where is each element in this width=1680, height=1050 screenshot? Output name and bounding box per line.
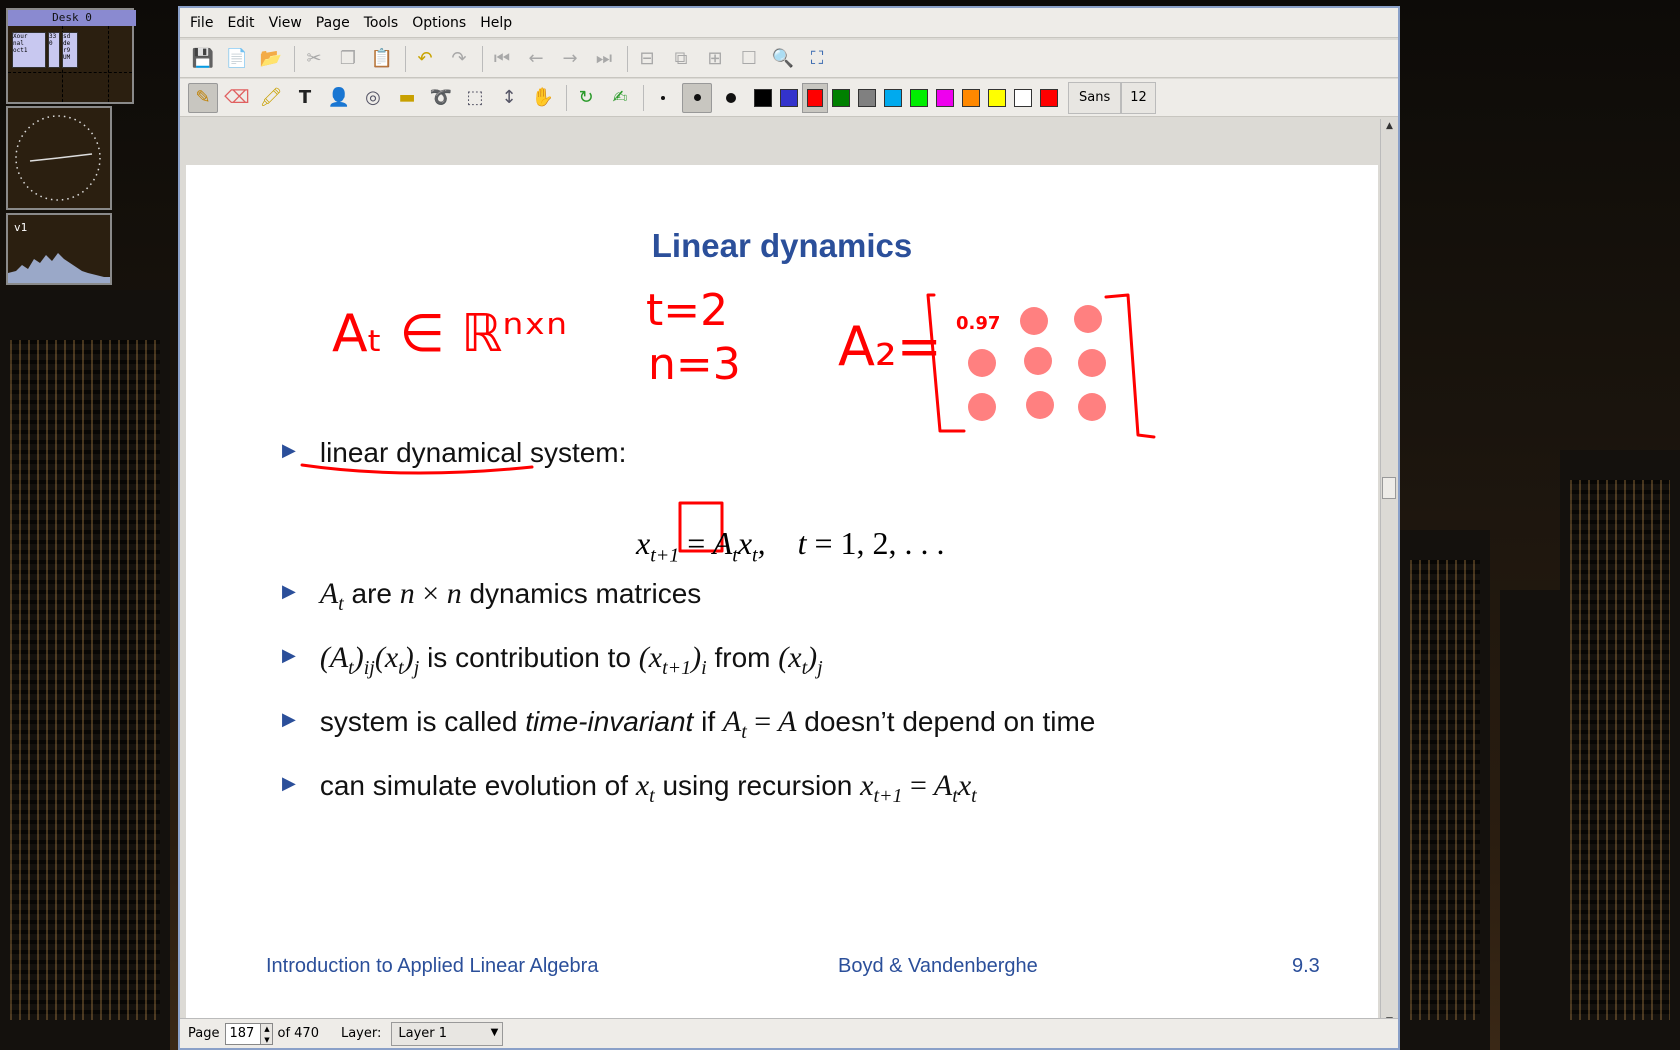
matrix-entry-dot (1078, 349, 1106, 377)
thickness-medium-button[interactable] (682, 83, 712, 113)
zoom-out-icon[interactable]: ⊟ (639, 48, 655, 69)
xournal-window[interactable] (178, 6, 1400, 1050)
menu-bar (180, 8, 1398, 38)
swatch (780, 89, 798, 107)
color-gray[interactable] (854, 83, 880, 113)
prev-page-icon[interactable]: ← (528, 48, 544, 69)
new-page-icon[interactable]: 📄 (225, 48, 249, 69)
bullet-text: doesn’t depend on time (796, 706, 1096, 737)
default-tool-icon[interactable]: ↻ (578, 87, 594, 108)
footer-center: Boyd & Vandenberghe (838, 955, 1038, 977)
bullet-2 (282, 577, 701, 616)
clock-face-icon (8, 108, 110, 208)
menu-tools[interactable]: Tools (363, 14, 399, 31)
building-lights (1570, 480, 1670, 1020)
swatch (962, 89, 980, 107)
status-bar (180, 1018, 1398, 1048)
highlighter-icon[interactable]: 🖍 (259, 87, 283, 108)
main-toolbar (180, 40, 1398, 78)
swatch (1014, 89, 1032, 107)
next-page-icon[interactable]: → (562, 48, 578, 69)
current-color-button[interactable] (1036, 83, 1062, 113)
bullet-arrow-icon: ▶ (282, 645, 296, 666)
pager-window[interactable]: 33 0 (48, 32, 60, 68)
swatch (858, 89, 876, 107)
swatch (832, 89, 850, 107)
page-number-input[interactable] (225, 1023, 261, 1045)
canvas-area[interactable] (180, 119, 1382, 1028)
slide-title: Linear dynamics (651, 227, 913, 264)
default-pen-icon[interactable]: ✍ (612, 87, 628, 108)
math-term: $x_{t+1} = A_tx_t$ (860, 769, 977, 807)
bullet-text: from (706, 642, 779, 673)
eraser-icon[interactable]: ⌫ (224, 87, 250, 108)
matrix-entry-dot (1026, 391, 1054, 419)
color-light-green[interactable] (906, 83, 932, 113)
cpu-monitor-label: v1 (14, 221, 28, 234)
cpu-monitor-widget (6, 213, 112, 285)
font-name-button[interactable]: Sans (1068, 82, 1121, 114)
find-icon[interactable]: 🔍 (771, 48, 795, 69)
undo-icon[interactable]: ↶ (417, 48, 433, 69)
menu-view[interactable]: View (268, 14, 302, 31)
swatch (910, 89, 928, 107)
matrix-entry-dot (1020, 307, 1048, 335)
page-count: of 470 (277, 1026, 319, 1041)
bullet-arrow-icon: ▶ (282, 709, 296, 730)
color-magenta[interactable] (932, 83, 958, 113)
image-icon[interactable]: 👤 (327, 87, 351, 108)
menu-page[interactable]: Page (315, 14, 350, 31)
slide-page[interactable] (186, 165, 1378, 1028)
select-rect-icon[interactable]: ⬚ (466, 87, 484, 108)
zoom-in-icon[interactable]: ⊞ (707, 48, 723, 69)
equation-recursion: $x_{t+1} = A_tx_t$, t = 1, 2, . . . (636, 525, 945, 567)
zoom-fit-icon[interactable]: ⧉ (674, 48, 688, 69)
desktop-pager[interactable] (6, 8, 134, 104)
color-yellow[interactable] (984, 83, 1010, 113)
first-page-icon[interactable]: ⏮ (493, 48, 511, 69)
bullet-text: using recursion (654, 770, 861, 801)
scroll-up-icon[interactable]: ▲ (1386, 121, 1393, 131)
matrix-entry-dot (1024, 347, 1052, 375)
math-term: $(A_t)_{ij}(x_t)_j$ (319, 641, 420, 679)
clock-widget (6, 106, 112, 210)
bullet-5 (282, 769, 977, 808)
bullet-text: if (693, 706, 723, 737)
redo-icon[interactable]: ↷ (451, 48, 467, 69)
annotation-t-equals: t=2 (646, 285, 729, 336)
swatch (988, 89, 1006, 107)
matrix-entry-dot (1078, 393, 1106, 421)
bullet-arrow-icon: ▶ (282, 581, 296, 602)
bullet-arrow-icon: ▶ (282, 773, 296, 794)
pen-icon[interactable]: ✎ (188, 83, 218, 113)
fullscreen-icon[interactable]: ⛶ (810, 48, 824, 69)
layer-value: Layer 1 (398, 1026, 448, 1041)
annotation-a2-equals: A₂= (838, 315, 942, 378)
layer-label: Layer: (340, 1026, 382, 1041)
math-term: $(x_{t+1})_i$ (638, 641, 707, 679)
pager-window[interactable]: sd de r9 UM (62, 32, 78, 68)
text-icon[interactable]: T (298, 87, 312, 108)
color-green[interactable] (828, 83, 854, 113)
building (1500, 590, 1560, 1050)
bullet-emphasis: time-invariant (525, 706, 694, 737)
color-orange[interactable] (958, 83, 984, 113)
scroll-thumb[interactable] (1382, 477, 1396, 499)
building-lights (10, 340, 160, 1020)
menu-file[interactable]: File (190, 14, 214, 31)
cpu-graph (8, 215, 110, 283)
save-icon[interactable]: 💾 (191, 48, 215, 69)
building-lights (1410, 560, 1480, 1020)
bullet-4 (282, 705, 1095, 744)
bullet-3 (282, 641, 823, 680)
matrix-entry-dot (968, 349, 996, 377)
pager-title: Desk 0 (8, 10, 136, 26)
layer-select[interactable] (391, 1022, 503, 1046)
matrix-entry-dot (1074, 305, 1102, 333)
pager-grid (8, 26, 132, 102)
hand-icon[interactable]: ✋ (531, 87, 555, 108)
bullet-text: dynamics matrices (461, 578, 702, 609)
color-black[interactable] (750, 83, 776, 113)
math-term: $A_t = A$ (722, 705, 797, 743)
swatch (754, 89, 772, 107)
pager-window[interactable]: Xour nal oct1 (12, 32, 46, 68)
math-term: $x_t$ (635, 769, 655, 807)
swatch (1040, 89, 1058, 107)
annotation-text (332, 285, 1000, 390)
color-light-blue[interactable] (880, 83, 906, 113)
matrix-entry-dot (968, 393, 996, 421)
bullet-arrow-icon: ▶ (282, 440, 296, 461)
copy-icon[interactable]: ❐ (339, 48, 357, 69)
footer-right: 9.3 (1292, 955, 1320, 977)
annotation-at-in-r: Aₜ ∈ ℝⁿˣⁿ (332, 304, 567, 364)
math-at: $A_t$ (319, 577, 344, 615)
color-white[interactable] (1010, 83, 1036, 113)
paste-icon[interactable]: 📋 (370, 48, 394, 69)
menu-options[interactable]: Options (412, 14, 467, 31)
bullet-text: can simulate evolution of (319, 770, 636, 801)
math-nxn: n × n (399, 577, 462, 610)
thickness-fine-button[interactable] (648, 83, 678, 113)
font-size-button[interactable]: 12 (1121, 82, 1156, 114)
annotation-n-equals: n=3 (648, 339, 741, 390)
bullet-text: is contribution to (419, 642, 639, 673)
thickness-thick-button[interactable] (716, 83, 746, 113)
bullet-text: linear dynamical system: (319, 437, 627, 468)
swatch (884, 89, 902, 107)
vertical-scrollbar[interactable] (1380, 119, 1398, 1028)
menu-help[interactable]: Help (480, 14, 513, 31)
color-blue[interactable] (776, 83, 802, 113)
annotation-matrix-entry: 0.97 (956, 313, 1001, 334)
page-label: Page (188, 1026, 220, 1041)
chevron-down-icon: ▼ (490, 1026, 499, 1038)
bullet-text: are (343, 578, 400, 609)
bullet-text: system is called (319, 706, 526, 737)
zoom-100-icon[interactable]: ☐ (740, 48, 758, 69)
open-icon[interactable]: 📂 (259, 48, 283, 69)
swatch (936, 89, 954, 107)
color-red[interactable] (802, 83, 828, 113)
vertical-space-icon[interactable]: ↕ (501, 87, 517, 108)
lasso-icon[interactable]: ➰ (429, 87, 453, 108)
last-page-icon[interactable]: ⏭ (595, 48, 613, 69)
ruler-icon[interactable]: ▬ (398, 87, 416, 108)
math-term: $(x_t)_j$ (778, 641, 823, 679)
page-spinner[interactable]: ▲ ▼ (261, 1023, 273, 1045)
swatch (807, 89, 823, 107)
cut-icon[interactable]: ✂ (306, 48, 322, 69)
bullet-1 (282, 437, 626, 469)
footer-left: Introduction to Applied Linear Algebra (266, 955, 599, 977)
menu-edit[interactable]: Edit (227, 14, 255, 31)
shape-recognizer-icon[interactable]: ◎ (365, 87, 381, 108)
tools-toolbar (180, 79, 1398, 117)
